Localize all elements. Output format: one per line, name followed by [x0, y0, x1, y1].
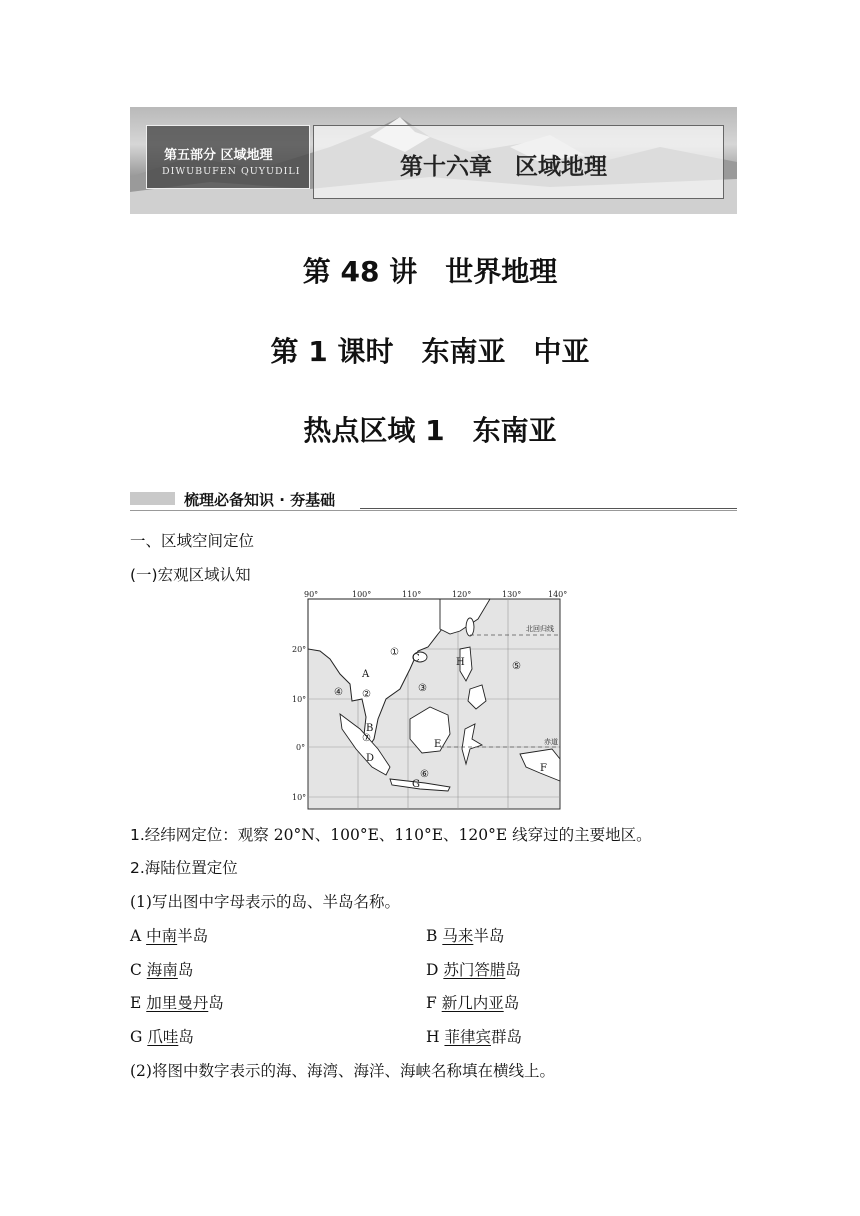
answer-suffix: 半岛 [177, 927, 209, 945]
answer-letter: A [130, 927, 147, 945]
answer-underlined: 菲律宾 [444, 1028, 491, 1046]
answer-underlined: 马来 [442, 927, 474, 945]
map-letter-d: D [366, 753, 375, 764]
map-number-5: ⑤ [512, 661, 521, 672]
question-2-label: 2.海陆位置定位 [130, 859, 238, 877]
answer-c [130, 958, 193, 980]
part-subtitle: DIWUBUFEN QUYUDILI [162, 166, 301, 177]
answer-letter: G [130, 1028, 148, 1046]
section-divider [360, 508, 737, 509]
answer-underlined: 新几内亚 [441, 994, 504, 1012]
map-number-7: ⑦ [362, 733, 371, 744]
answer-underlined: 中南 [146, 927, 178, 945]
lesson-heading: 第 1 课时 东南亚 中亚 [270, 335, 590, 368]
lon-label-140: 140° [548, 590, 568, 599]
lat-label-20n: 20° [292, 645, 307, 654]
answer-letter: D [426, 961, 444, 979]
question-1-label: 1.经纬网定位： [130, 826, 238, 844]
answer-letter: B [426, 927, 443, 945]
map-letter-g: G [412, 779, 420, 790]
section-divider-bottom [130, 510, 737, 511]
part1-heading: 一、区域空间定位 [130, 532, 255, 550]
map-number-4: ④ [334, 687, 343, 698]
answer-h [426, 1025, 522, 1047]
answer-f [426, 991, 519, 1013]
section-marker [130, 492, 175, 505]
answer-suffix: 岛 [505, 961, 521, 979]
answer-suffix: 岛 [503, 994, 520, 1012]
answer-underlined: 苏门答腊 [443, 961, 506, 979]
answer-underlined: 海南 [146, 961, 178, 979]
answer-letter: C [130, 961, 147, 979]
map-number-3: ③ [418, 683, 427, 694]
answer-underlined: 爪哇 [147, 1028, 179, 1046]
topic-heading: 热点区域 1 东南亚 [303, 414, 557, 447]
map-letter-c: C [412, 653, 420, 664]
tropic-label: 北回归线 [526, 625, 554, 633]
answer-suffix: 岛 [177, 961, 194, 979]
answer-suffix: 半岛 [473, 927, 505, 945]
map-letter-f: F [540, 763, 547, 774]
answer-a [130, 924, 208, 946]
map-number-2: ② [362, 689, 371, 700]
lon-label-130: 130° [502, 590, 522, 599]
map-letter-e: E [434, 739, 442, 750]
answer-letter: E [130, 994, 147, 1012]
answer-suffix: 群岛 [490, 1028, 522, 1046]
question-2-sub2: (2)将图中数字表示的海、海湾、海洋、海峡名称填在横线上。 [130, 1062, 555, 1080]
lat-label-10n: 10° [292, 695, 307, 704]
lat-label-10s: 10° [292, 793, 307, 802]
question-1 [130, 823, 652, 845]
answer-g [130, 1025, 194, 1047]
answer-letter: H [426, 1028, 445, 1046]
section-header-bar [130, 489, 737, 511]
equator-label: 赤道 [544, 738, 558, 746]
part-title: 第五部分 区域地理 [164, 148, 273, 163]
map-number-1: ① [390, 647, 399, 658]
section-label: 梳理必备知识 · 夯基础 [184, 491, 336, 509]
part1-subheading: (一)宏观区域认知 [130, 566, 251, 584]
map-letter-h: H [456, 657, 465, 668]
answer-suffix: 岛 [208, 994, 224, 1012]
answer-underlined: 加里曼丹 [146, 994, 209, 1012]
chapter-title: 第十六章 区域地理 [400, 154, 607, 180]
lon-label-120: 120° [452, 590, 472, 599]
answer-letter: F [426, 994, 442, 1012]
lat-label-0: 0° [296, 743, 306, 752]
answer-e [130, 991, 224, 1013]
chapter-banner [130, 107, 737, 214]
southeast-asia-map [290, 589, 572, 813]
lecture-heading: 第 48 讲 世界地理 [302, 255, 558, 288]
lon-label-90: 90° [304, 590, 319, 599]
question-2-sub1: (1)写出图中字母表示的岛、半岛名称。 [130, 893, 400, 911]
answer-b [426, 924, 504, 946]
answer-suffix: 岛 [178, 1028, 194, 1046]
lon-label-100: 100° [352, 590, 372, 599]
map-letter-a: A [362, 669, 370, 680]
question-1-text: 观察 20°N、100°E、110°E、120°E 线穿过的主要地区。 [237, 826, 652, 844]
lon-label-110: 110° [402, 590, 422, 599]
map-number-6: ⑥ [420, 769, 429, 780]
map-letter-b: B [366, 723, 374, 734]
answer-d [426, 958, 521, 980]
